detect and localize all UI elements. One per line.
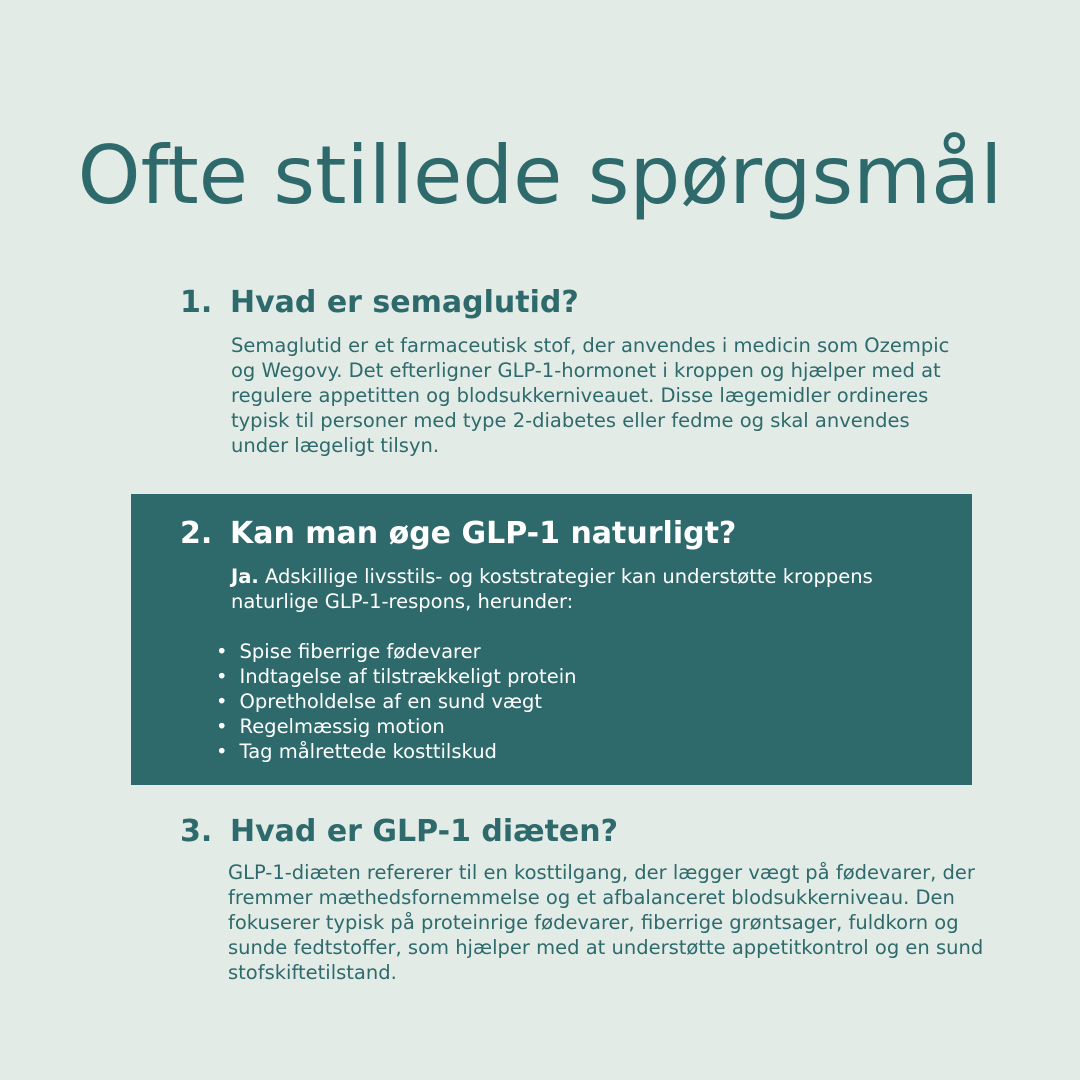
faq-bullet-list [216,639,960,764]
list-item: • Indtagelse af tilstrækkeligt protein [216,664,960,689]
faq-answer [231,564,951,614]
faq-question-text: Hvad er semaglutid? [230,285,579,320]
faq-answer-lead: Ja. [231,565,259,588]
faq-number: 2. [180,516,213,551]
faq-item-glp1-diet [180,812,984,985]
faq-question-text: Kan man øge GLP-1 naturligt? [230,516,737,551]
faq-question [180,812,980,852]
list-item: • Tag målrettede kosttilskud [216,739,960,764]
faq-question [180,283,980,323]
list-item: • Regelmæssig motion [216,714,960,739]
faq-number: 3. [180,814,213,849]
list-item: • Opretholdelse af en sund vægt [216,689,960,714]
faq-number: 1. [180,285,213,320]
faq-question [180,514,960,554]
faq-item-glp1-natural [180,514,960,764]
faq-item-semaglutid [180,283,980,458]
highlight-band [131,494,972,785]
faq-answer-text: Adskillige livsstils- og koststrategier kan understøtte kroppens naturlige GLP-1-respons, herunder: [231,565,873,613]
page-title: Ofte stillede spørgsmål [77,129,1003,222]
list-item: • Spise fiberrige fødevarer [216,639,960,664]
faq-answer: GLP-1-diæten refererer til en kosttilgang, der lægger vægt på fødevarer, der fremmer mæthedsfornemmelse og et afbalanceret blodsukkerniveau. Den fokuserer typisk på proteinrige fødevarer, fiberrige grøntsager, fuldkorn og sunde fedtstoffer, som hjælper med at understøtte appetitkontrol og en sund stofskiftetilstand. [228,861,984,984]
faq-question-text: Hvad er GLP-1 diæten? [230,814,619,849]
faq-answer: Semaglutid er et farmaceutisk stof, der anvendes i medicin som Ozempic og Wegovy. Det efterligner GLP-1-hormonet i kroppen og hjælper med at regulere appetitten og blodsukkerniveauet. Disse lægemidler ordineres typisk til personer med type 2-diabetes eller fedme og skal anvendes under lægeligt tilsyn. [231,334,950,457]
